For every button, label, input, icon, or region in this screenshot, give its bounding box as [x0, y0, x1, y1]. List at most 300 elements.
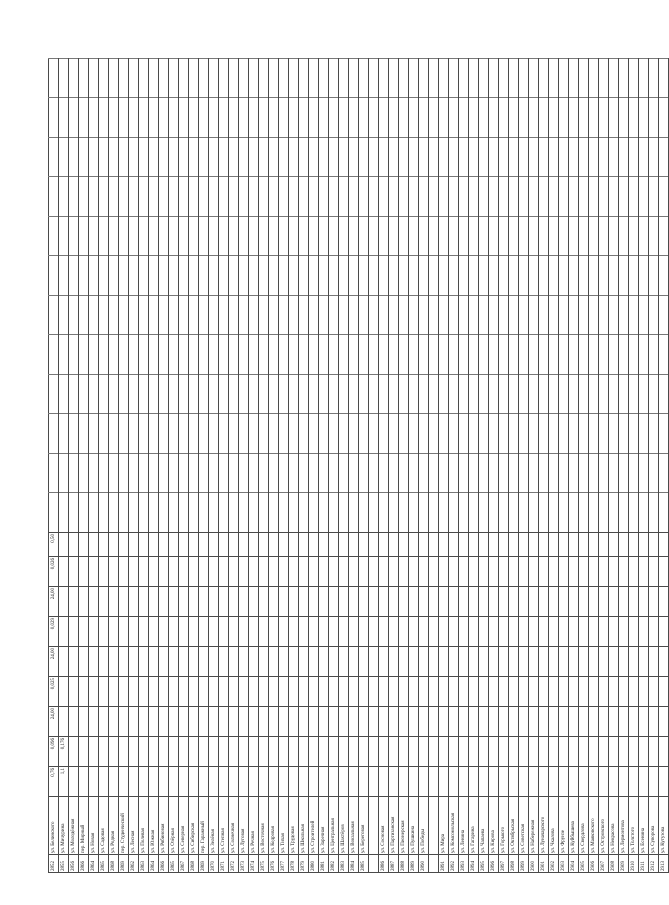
table-cell [279, 587, 289, 617]
table-cell [359, 533, 369, 557]
table-cell [579, 737, 589, 767]
table-cell [239, 737, 249, 767]
table-cell [189, 557, 199, 587]
empty-cell [469, 493, 479, 533]
table-cell [289, 617, 299, 647]
empty-cell [509, 375, 519, 415]
table-cell [79, 677, 89, 707]
table-cell [409, 737, 419, 767]
table-cell [109, 533, 119, 557]
table-cell [199, 737, 209, 767]
table-cell [499, 767, 509, 797]
empty-cell [439, 217, 449, 257]
table-cell [109, 557, 119, 587]
empty-cell [369, 138, 379, 178]
empty-cell [239, 256, 249, 296]
empty-cell [179, 98, 189, 138]
empty-cell [449, 98, 459, 138]
empty-cell [489, 296, 499, 336]
empty-cell [549, 138, 559, 178]
table-cell [429, 533, 439, 557]
empty-cell [419, 256, 429, 296]
empty-cell [309, 98, 319, 138]
empty-cell [429, 414, 439, 454]
table-row [169, 59, 179, 873]
table-cell [149, 557, 159, 587]
empty-cell [59, 59, 69, 99]
table-cell [89, 677, 99, 707]
empty-cell [629, 59, 639, 99]
table-cell [219, 677, 229, 707]
table-cell: ул. Островского [599, 797, 609, 855]
table-cell [309, 767, 319, 797]
empty-cell [209, 138, 219, 178]
table-cell [69, 647, 79, 677]
table-cell [249, 533, 259, 557]
table-cell [289, 557, 299, 587]
empty-cell [569, 414, 579, 454]
table-cell [589, 737, 599, 767]
empty-cell [599, 217, 609, 257]
empty-cell [539, 59, 549, 99]
table-cell [389, 767, 399, 797]
table-cell: 2906 [589, 855, 599, 873]
empty-cell [109, 493, 119, 533]
empty-cell [359, 177, 369, 217]
empty-cell [449, 217, 459, 257]
table-cell [79, 533, 89, 557]
table-cell [269, 647, 279, 677]
table-cell [209, 767, 219, 797]
table-cell [159, 647, 169, 677]
table-cell [589, 617, 599, 647]
empty-cell [269, 59, 279, 99]
empty-cell [279, 256, 289, 296]
table-cell [69, 587, 79, 617]
table-cell [309, 677, 319, 707]
empty-cell [239, 217, 249, 257]
empty-cell [69, 217, 79, 257]
table-cell [169, 647, 179, 677]
table-cell [189, 533, 199, 557]
table-cell [499, 737, 509, 767]
empty-cell [589, 414, 599, 454]
empty-cell [79, 375, 89, 415]
empty-cell [269, 414, 279, 454]
empty-cell [559, 98, 569, 138]
table-cell [359, 647, 369, 677]
empty-cell [209, 59, 219, 99]
empty-cell [49, 177, 59, 217]
empty-cell [499, 375, 509, 415]
table-cell [649, 587, 659, 617]
table-cell [329, 587, 339, 617]
table-cell: ул. Кирова [489, 797, 499, 855]
table-cell: ул. Речная [249, 797, 259, 855]
empty-cell [359, 296, 369, 336]
table-row [559, 59, 569, 873]
table-cell [339, 767, 349, 797]
table-cell [629, 677, 639, 707]
empty-cell [159, 217, 169, 257]
table-cell [249, 767, 259, 797]
table-cell: 2881 [319, 855, 329, 873]
table-row [209, 59, 219, 873]
table-cell [419, 767, 429, 797]
empty-cell [419, 296, 429, 336]
empty-cell [519, 414, 529, 454]
table-cell [539, 587, 549, 617]
empty-cell [89, 454, 99, 494]
table-cell: ул. Трудовая [289, 797, 299, 855]
table-cell [249, 587, 259, 617]
table-cell [659, 767, 669, 797]
table-cell [489, 707, 499, 737]
empty-cell [329, 177, 339, 217]
table-cell [59, 677, 69, 707]
table-cell: 2856 [69, 855, 79, 873]
empty-cell [329, 375, 339, 415]
table-cell [169, 617, 179, 647]
table-cell [179, 617, 189, 647]
empty-cell [269, 217, 279, 257]
empty-cell [319, 98, 329, 138]
table-cell [649, 647, 659, 677]
table-row [529, 59, 539, 873]
empty-cell [209, 296, 219, 336]
table-cell [569, 647, 579, 677]
empty-cell [489, 138, 499, 178]
empty-cell [409, 98, 419, 138]
empty-cell [639, 217, 649, 257]
table-cell [139, 737, 149, 767]
empty-cell [459, 256, 469, 296]
empty-cell [529, 493, 539, 533]
empty-cell [239, 98, 249, 138]
empty-cell [99, 454, 109, 494]
table-cell [79, 587, 89, 617]
empty-cell [659, 454, 669, 494]
empty-cell [389, 256, 399, 296]
empty-cell [509, 296, 519, 336]
table-cell [109, 647, 119, 677]
table-cell [439, 533, 449, 557]
empty-cell [539, 177, 549, 217]
table-cell [159, 557, 169, 587]
empty-cell [309, 256, 319, 296]
table-cell [149, 737, 159, 767]
table-cell [79, 707, 89, 737]
empty-cell [499, 217, 509, 257]
table-cell [259, 587, 269, 617]
empty-cell [469, 138, 479, 178]
empty-cell [549, 59, 559, 99]
empty-cell [399, 217, 409, 257]
table-cell [409, 767, 419, 797]
table-cell [309, 617, 319, 647]
table-row [489, 59, 499, 873]
empty-cell [169, 493, 179, 533]
table-cell [199, 557, 209, 587]
table-cell [259, 617, 269, 647]
table-cell [399, 647, 409, 677]
empty-cell [609, 138, 619, 178]
table-cell [279, 767, 289, 797]
empty-cell [609, 217, 619, 257]
table-row [69, 59, 79, 873]
empty-cell [229, 256, 239, 296]
empty-cell [249, 138, 259, 178]
empty-cell [129, 296, 139, 336]
empty-cell [119, 493, 129, 533]
empty-cell [609, 454, 619, 494]
table-cell [509, 767, 519, 797]
empty-cell [339, 138, 349, 178]
table-cell: 2890 [419, 855, 429, 873]
table-cell [529, 707, 539, 737]
table-cell [409, 587, 419, 617]
empty-cell [109, 217, 119, 257]
empty-cell [519, 256, 529, 296]
table-cell [89, 767, 99, 797]
empty-cell [359, 138, 369, 178]
table-cell [369, 767, 379, 797]
empty-cell [539, 98, 549, 138]
document-page [48, 58, 666, 873]
empty-cell [549, 493, 559, 533]
empty-cell [269, 335, 279, 375]
table-cell: 0,026 [49, 557, 59, 587]
empty-cell [359, 375, 369, 415]
empty-cell [509, 59, 519, 99]
empty-cell [239, 59, 249, 99]
empty-cell [259, 375, 269, 415]
table-cell [549, 677, 559, 707]
empty-cell [319, 454, 329, 494]
empty-cell [299, 98, 309, 138]
empty-cell [149, 256, 159, 296]
empty-cell [229, 375, 239, 415]
empty-cell [599, 493, 609, 533]
table-cell [219, 767, 229, 797]
table-cell [79, 767, 89, 797]
table-cell: 2895 [479, 855, 489, 873]
empty-cell [129, 375, 139, 415]
table-row [159, 59, 169, 873]
empty-cell [549, 177, 559, 217]
empty-cell [49, 98, 59, 138]
empty-cell [399, 493, 409, 533]
table-cell [229, 617, 239, 647]
empty-cell [309, 217, 319, 257]
table-cell [619, 707, 629, 737]
table-cell [199, 647, 209, 677]
table-cell [149, 707, 159, 737]
table-cell [619, 587, 629, 617]
empty-cell [219, 177, 229, 217]
table-cell [609, 533, 619, 557]
table-cell [159, 767, 169, 797]
empty-cell [129, 98, 139, 138]
table-cell [629, 707, 639, 737]
table-cell [189, 677, 199, 707]
table-row [219, 59, 229, 873]
empty-cell [329, 138, 339, 178]
empty-cell [529, 375, 539, 415]
table-cell [139, 533, 149, 557]
empty-cell [179, 375, 189, 415]
empty-cell [79, 256, 89, 296]
table-row [419, 59, 429, 873]
table-cell [579, 587, 589, 617]
table-row [369, 59, 379, 873]
empty-cell [599, 375, 609, 415]
table-cell [129, 587, 139, 617]
empty-cell [409, 414, 419, 454]
empty-cell [169, 217, 179, 257]
empty-cell [189, 59, 199, 99]
table-cell [419, 647, 429, 677]
empty-cell [139, 177, 149, 217]
table-cell [279, 737, 289, 767]
table-cell [649, 767, 659, 797]
table-cell [89, 737, 99, 767]
table-cell [399, 557, 409, 587]
empty-cell [479, 414, 489, 454]
empty-cell [339, 414, 349, 454]
empty-cell [349, 414, 359, 454]
empty-cell [299, 375, 309, 415]
empty-cell [659, 59, 669, 99]
empty-cell [169, 256, 179, 296]
empty-cell [69, 256, 79, 296]
empty-cell [329, 414, 339, 454]
empty-cell [369, 98, 379, 138]
table-cell [209, 617, 219, 647]
empty-cell [419, 454, 429, 494]
table-cell [349, 587, 359, 617]
empty-cell [549, 375, 559, 415]
table-cell: ул. Некрасова [609, 797, 619, 855]
empty-cell [119, 138, 129, 178]
table-cell [79, 557, 89, 587]
empty-cell [639, 98, 649, 138]
empty-cell [629, 217, 639, 257]
empty-cell [289, 454, 299, 494]
empty-cell [609, 414, 619, 454]
table-cell [619, 557, 629, 587]
table-cell [489, 617, 499, 647]
table-cell [349, 767, 359, 797]
empty-cell [499, 98, 509, 138]
empty-cell [289, 493, 299, 533]
empty-cell [329, 256, 339, 296]
table-cell [389, 737, 399, 767]
empty-cell [639, 375, 649, 415]
empty-cell [459, 98, 469, 138]
empty-cell [319, 375, 329, 415]
empty-cell [159, 256, 169, 296]
empty-cell [369, 375, 379, 415]
table-cell: ул. Октябрьская [509, 797, 519, 855]
table-cell [459, 587, 469, 617]
empty-cell [209, 375, 219, 415]
table-cell [429, 737, 439, 767]
table-cell [99, 767, 109, 797]
table-cell [69, 557, 79, 587]
table-cell [599, 557, 609, 587]
table-cell [539, 557, 549, 587]
empty-cell [359, 59, 369, 99]
table-cell [159, 587, 169, 617]
table-cell [179, 587, 189, 617]
empty-cell [279, 335, 289, 375]
table-cell [549, 647, 559, 677]
table-cell [579, 617, 589, 647]
empty-cell [169, 296, 179, 336]
table-cell: 2872 [229, 855, 239, 873]
table-cell [219, 617, 229, 647]
empty-cell [399, 177, 409, 217]
table-cell [299, 677, 309, 707]
empty-cell [449, 256, 459, 296]
table-cell [599, 767, 609, 797]
empty-cell [439, 335, 449, 375]
table-cell [139, 707, 149, 737]
table-cell [529, 647, 539, 677]
table-cell [519, 677, 529, 707]
empty-cell [339, 454, 349, 494]
table-cell [309, 737, 319, 767]
empty-cell [219, 414, 229, 454]
empty-cell [389, 493, 399, 533]
table-cell: 24,00 [49, 647, 59, 677]
table-cell: 2893 [459, 855, 469, 873]
table-cell [389, 647, 399, 677]
table-cell [89, 533, 99, 557]
empty-cell [169, 454, 179, 494]
table-cell [209, 587, 219, 617]
table-cell [439, 647, 449, 677]
empty-cell [269, 375, 279, 415]
empty-cell [379, 296, 389, 336]
table-cell: ул. Ленина [459, 797, 469, 855]
table-row [179, 59, 189, 873]
empty-cell [129, 217, 139, 257]
empty-cell [539, 256, 549, 296]
empty-cell [259, 217, 269, 257]
table-cell [429, 707, 439, 737]
empty-cell [479, 256, 489, 296]
empty-cell [649, 454, 659, 494]
table-cell: ул. Победы [419, 797, 429, 855]
table-cell [479, 557, 489, 587]
table-cell [539, 647, 549, 677]
table-cell [229, 647, 239, 677]
table-cell [99, 587, 109, 617]
table-cell [529, 557, 539, 587]
table-cell [239, 533, 249, 557]
empty-cell [179, 217, 189, 257]
table-cell [489, 587, 499, 617]
empty-cell [109, 335, 119, 375]
table-cell [359, 677, 369, 707]
table-cell [559, 587, 569, 617]
table-cell [559, 533, 569, 557]
table-cell [619, 737, 629, 767]
empty-cell [479, 59, 489, 99]
empty-cell [509, 335, 519, 375]
